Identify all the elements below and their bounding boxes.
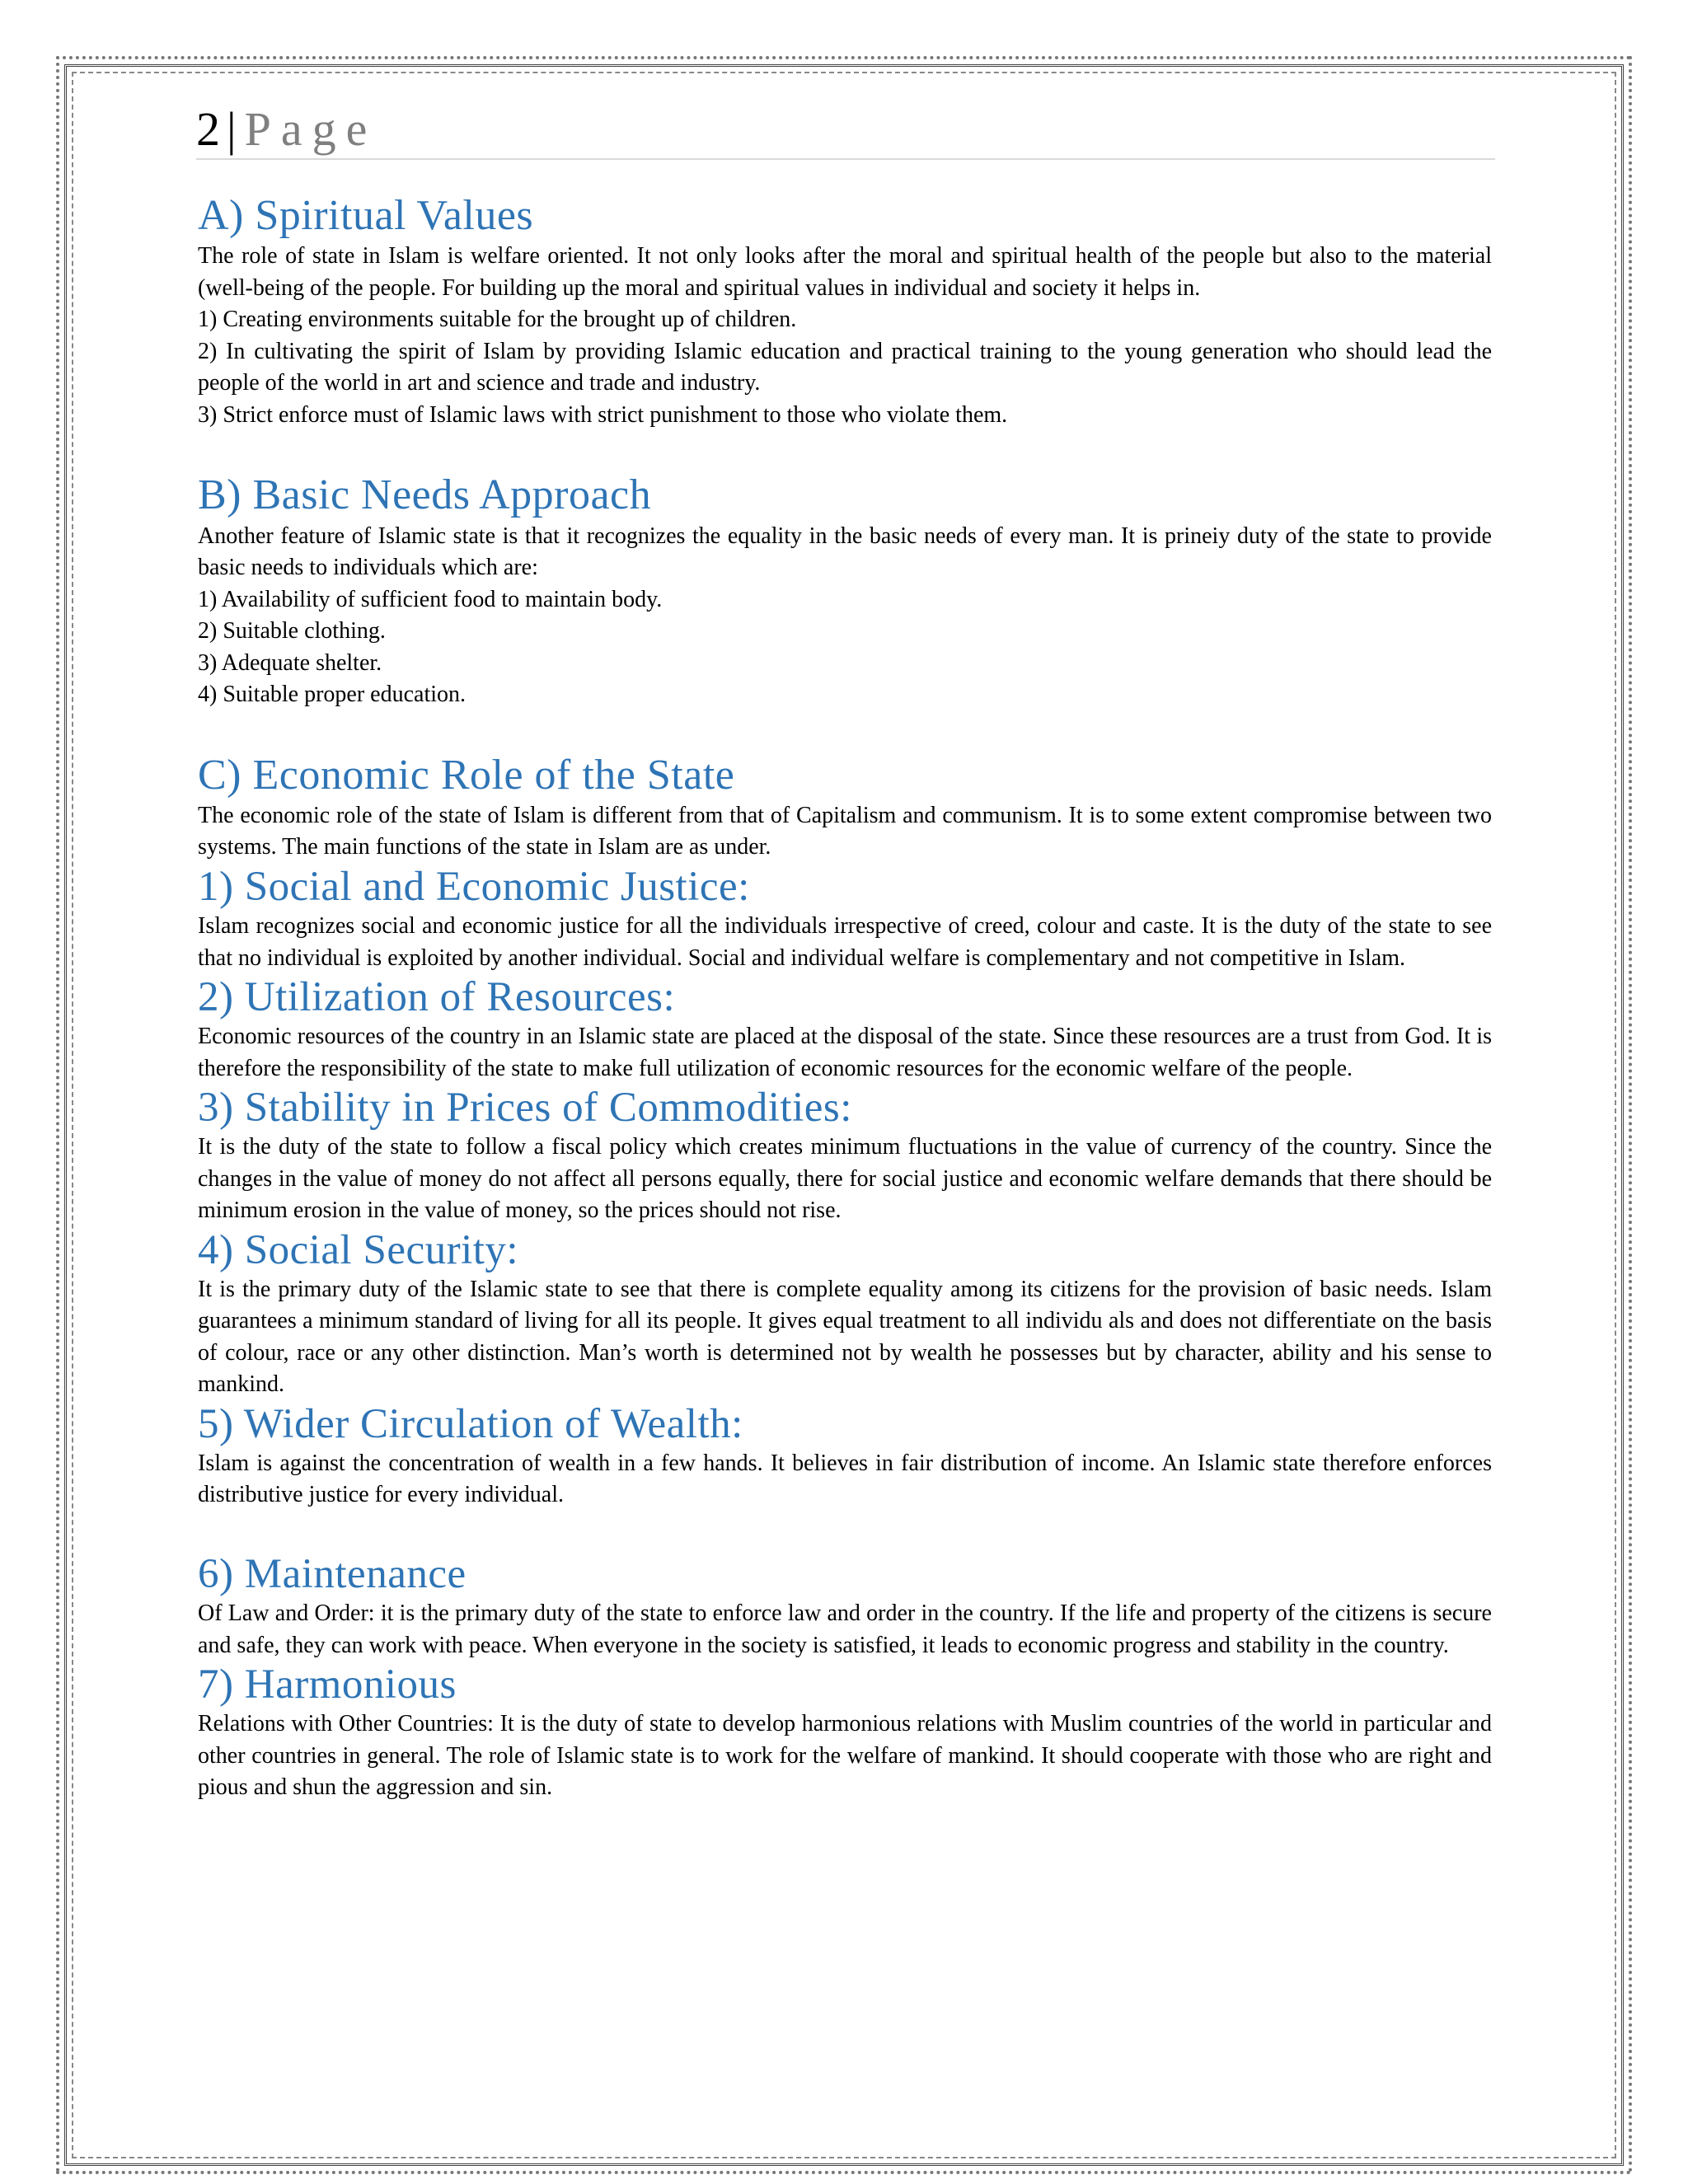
paragraph: Of Law and Order: it is the primary duty of the state to enforce law and order in the country. If the life and property of the citizens is secure and safe, they can work with peace. When everyone in the society is satisfied, it leads to economic progress and stability in the country. xyxy=(198,1601,1492,1658)
paragraph: The economic role of the state of Islam is different from that of Capitalism and communism. It is to some extent compromise between two systems. The main functions of the state in Islam are as under. xyxy=(198,802,1492,860)
section-heading-basic-needs: B) Basic Needs Approach xyxy=(198,471,652,519)
list-item: 4) Suitable proper education. xyxy=(198,682,467,708)
page-header xyxy=(196,92,1495,160)
list-item: 3) Strict enforce must of Islamic laws with strict punishment to those who violate them. xyxy=(198,401,1008,428)
section-heading-spiritual-values: A) Spiritual Values xyxy=(198,192,534,239)
page-separator: | xyxy=(227,102,237,156)
list-item: 2) Suitable clothing. xyxy=(198,618,386,644)
subsection-heading-social-security: 4) Social Security: xyxy=(198,1226,519,1273)
page-number: 2 xyxy=(196,102,220,156)
paragraph: Another feature of Islamic state is that it recognizes the equality in the basic needs of every man. It is prineiy duty of the state to provide basic needs to individuals which are: xyxy=(198,523,1492,581)
subsection-heading-justice: 1) Social and Economic Justice: xyxy=(198,863,750,910)
document-body xyxy=(198,191,1492,1804)
subsection-heading-maintenance: 6) Maintenance xyxy=(198,1550,467,1597)
list-item: 1) Creating environments suitable for the brought up of children. xyxy=(198,307,797,333)
list-item: 1) Availability of sufficient food to maintain body. xyxy=(198,586,663,612)
list-item: 2) In cultivating the spirit of Islam by providing Islamic education and practical training to the young generation who should lead the people of the world in art and science and trade and industry. xyxy=(198,338,1492,396)
list-item: 3) Adequate shelter. xyxy=(198,649,382,676)
page-label: Page xyxy=(244,102,377,156)
subsection-heading-resources: 2) Utilization of Resources: xyxy=(198,974,676,1021)
paragraph: It is the duty of the state to follow a fiscal policy which creates minimum fluctuations in the value of currency of the country. Since the changes in the value of money do not affect all persons equally, there for social justice and economic welfare demands that there should be minimum erosion in the value of money, so the prices should not rise. xyxy=(198,1134,1492,1224)
paragraph: Relations with Other Countries: It is the duty of state to develop harmonious relations with Muslim countries of the world in particular and other countries in general. The role of Islamic state is to work for the welfare of mankind. It should cooperate with those who are right and pious and shun the aggression and sin. xyxy=(198,1711,1492,1801)
paragraph: It is the primary duty of the Islamic state to see that there is complete equality among its citizens for the provision of basic needs. Islam guarantees a minimum standard of living for all its people. It gives equal treatment to all individu als and does not differentiate on the basis of colour, race or any other distinction. Man’s worth is determined not by wealth he possesses but by character, ability and his sense to mankind. xyxy=(198,1276,1492,1398)
paragraph: The role of state in Islam is welfare oriented. It not only looks after the moral and spiritual health of the people but also to the material (well-being of the people. For building up the moral and spiritual values in individual and society it helps in. xyxy=(198,243,1492,301)
paragraph: Islam recognizes social and economic justice for all the individuals irrespective of creed, colour and caste. It is the duty of the state to see that no individual is exploited by another individual. Social and individual welfare is complementary and not competitive in Islam. xyxy=(198,913,1492,971)
paragraph: Economic resources of the country in an Islamic state are placed at the disposal of the state. Since these resources are a trust from God. It is therefore the responsibility of the state to make full utilization of economic resources for the economic welfare of the people. xyxy=(198,1024,1492,1081)
subsection-heading-wealth-circulation: 5) Wider Circulation of Wealth: xyxy=(198,1400,743,1447)
section-heading-economic-role: C) Economic Role of the State xyxy=(198,751,735,799)
paragraph: Islam is against the concentration of wealth in a few hands. It believes in fair distribution of income. An Islamic state therefore enforces distributive justice for every individual. xyxy=(198,1450,1492,1508)
subsection-heading-harmonious: 7) Harmonious xyxy=(198,1661,457,1708)
subsection-heading-price-stability: 3) Stability in Prices of Commodities: xyxy=(198,1085,852,1132)
